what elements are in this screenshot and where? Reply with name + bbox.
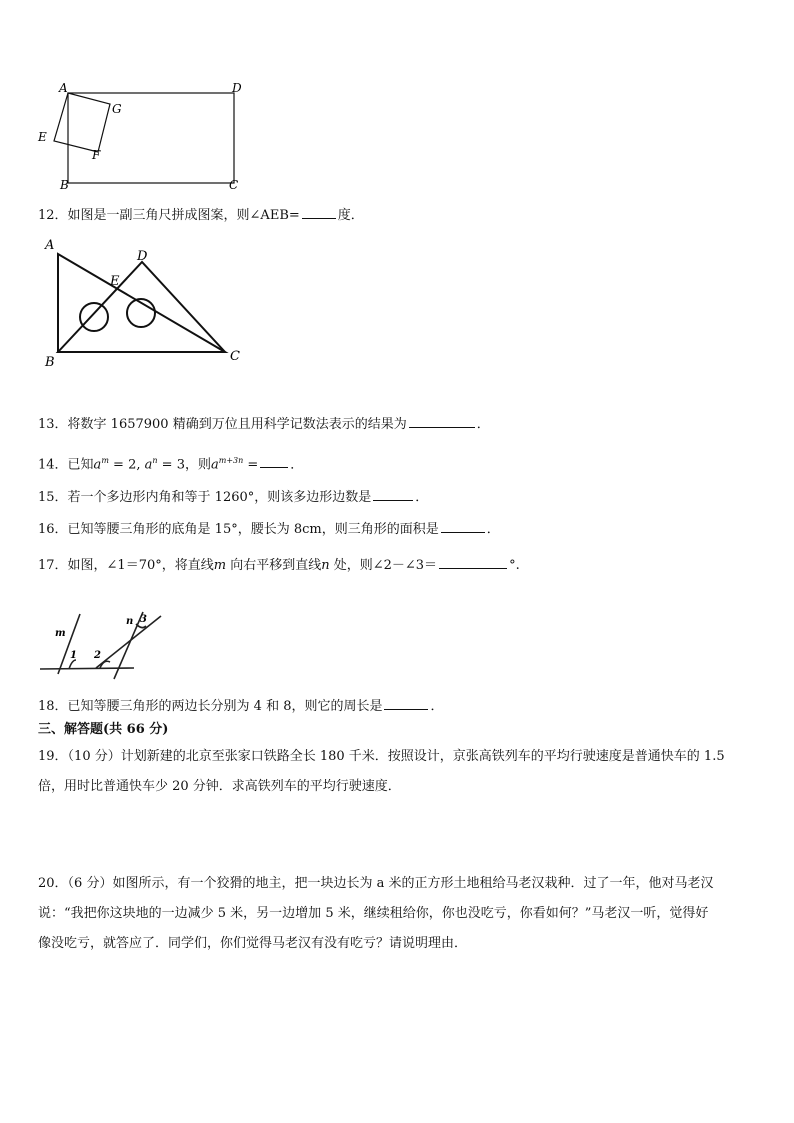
square-aefg <box>54 93 110 152</box>
var-a-1: a <box>93 457 102 473</box>
label-d: D <box>232 81 242 95</box>
answer-blank-16[interactable] <box>441 519 485 533</box>
baseline <box>40 668 134 669</box>
question-17-mid: 向右平移到直线 <box>226 558 322 573</box>
question-13-suffix: ． <box>476 417 490 432</box>
question-20-line-3: 像没吃亏，就答应了．同学们，你们觉得马老汉有没有吃亏？请说明理由． <box>38 936 468 951</box>
hole-left <box>80 303 108 331</box>
question-14-prefix: 14．已知 <box>38 457 94 473</box>
tri-label-d: D <box>137 249 148 264</box>
exponent-n: n <box>152 456 158 465</box>
question-14-suffix: ． <box>290 457 304 473</box>
exponent-m-3n: m+3n <box>218 456 244 465</box>
figure-triangles <box>38 232 253 372</box>
rectangle-abcd <box>68 93 234 183</box>
equation-part-2: = 3，则 <box>157 457 211 473</box>
section-3-heading: 三、解答题(共 66 分) <box>38 722 169 737</box>
equation-part-3: = <box>243 457 259 473</box>
tri-label-e: E <box>110 274 120 289</box>
question-17 <box>38 555 520 576</box>
question-19 <box>38 742 758 802</box>
tri-label-b: B <box>45 355 55 370</box>
equation-part-1: = 2, <box>108 457 145 473</box>
label-f: F <box>92 148 101 162</box>
label-g: G <box>112 102 122 116</box>
question-14 <box>38 451 303 475</box>
question-20 <box>38 869 758 959</box>
question-18-suffix: ． <box>430 699 444 714</box>
question-17-prefix: 17．如图，∠1＝70°，将直线 <box>38 558 214 573</box>
answer-blank-15[interactable] <box>373 487 413 501</box>
question-15 <box>38 487 428 508</box>
question-16-text: 16．已知等腰三角形的底角是 15°，腰长为 8cm，则三角形的面积是 <box>38 522 439 537</box>
label-c: C <box>229 178 239 192</box>
answer-blank-14[interactable] <box>260 454 288 468</box>
answer-blank-12[interactable] <box>302 205 336 219</box>
label-e: E <box>38 130 47 144</box>
question-12-suffix: 度． <box>337 208 364 223</box>
angle-arc-2 <box>100 661 110 668</box>
exponent-m: m <box>101 456 109 465</box>
tri-label-a: A <box>45 238 55 253</box>
line-m-drawn <box>58 614 80 674</box>
question-19-line-1: 19．（10 分）计划新建的北京至张家口铁路全长 180 千米．按照设计，京张高铁列车的平均行驶速度是普通快车的 1.5 <box>38 749 725 764</box>
question-16-suffix: ． <box>486 522 500 537</box>
tri-label-c: C <box>230 349 240 364</box>
question-20-line-2: 说：“我把你这块地的一边减少 5 米，另一边增加 5 米，继续租给你，你也没吃亏，你看如何？”马老汉一听，觉得好 <box>38 906 709 921</box>
question-17-suffix: °. <box>509 558 520 573</box>
question-18 <box>38 696 444 717</box>
var-a-2: a <box>144 457 153 473</box>
var-a-3: a <box>210 457 219 473</box>
triangle-abc <box>58 254 225 352</box>
line-n: n <box>321 558 330 573</box>
fig-label-2: 2 <box>94 650 101 661</box>
line-m: m <box>213 558 227 573</box>
question-15-text: 15．若一个多边形内角和等于 1260°，则该多边形边数是 <box>38 490 372 505</box>
figure-rectangle-square <box>30 76 260 196</box>
question-20-line-1: 20．（6 分）如图所示，有一个狡猾的地主，把一块边长为 a 米的正方形土地租给马老汉栽种．过了一年，他对马老汉 <box>38 876 714 891</box>
label-a: A <box>59 81 68 95</box>
question-12 <box>38 205 364 226</box>
question-19-line-2: 倍，用时比普通快车少 20 分钟．求高铁列车的平均行驶速度． <box>38 779 401 794</box>
label-b: B <box>60 178 69 192</box>
fig-label-1: 1 <box>70 650 77 661</box>
question-16 <box>38 519 500 540</box>
question-12-text: 12．如图是一副三角尺拼成图案，则∠AEB= <box>38 208 300 223</box>
fig-label-n: n <box>126 616 134 627</box>
answer-blank-17[interactable] <box>439 555 507 569</box>
question-18-text: 18．已知等腰三角形的两边长分别为 4 和 8，则它的周长是 <box>38 699 383 714</box>
question-13-text: 13．将数字 1657900 精确到万位且用科学记数法表示的结果为 <box>38 417 407 432</box>
fig-label-3: 3 <box>140 614 147 625</box>
answer-blank-13[interactable] <box>409 414 475 428</box>
question-15-suffix: ． <box>415 490 429 505</box>
question-17-rest: 处，则∠2－∠3＝ <box>329 558 438 573</box>
angle-arc-1 <box>69 660 76 669</box>
fig-label-m: m <box>55 628 66 639</box>
answer-blank-18[interactable] <box>384 696 428 710</box>
figure-parallel-lines <box>36 602 171 682</box>
question-13 <box>38 414 490 435</box>
